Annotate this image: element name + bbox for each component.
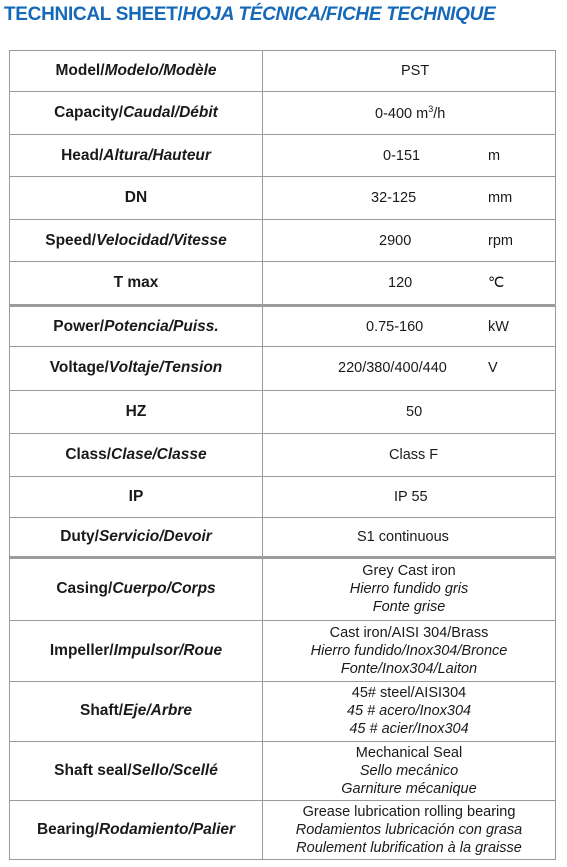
row-capacity xyxy=(10,92,556,134)
label-shaft: Shaft/Eje/Arbre xyxy=(10,681,263,741)
value-class: Class F xyxy=(263,434,556,476)
row-bearing xyxy=(10,801,556,860)
row-power xyxy=(10,305,556,346)
label-model: Model/Modelo/Modèle xyxy=(10,51,263,92)
label-capacity: Capacity/Caudal/Débit xyxy=(10,92,263,134)
row-casing xyxy=(10,557,556,621)
value-tmax: 120 ℃ xyxy=(263,262,556,305)
row-dn xyxy=(10,177,556,219)
row-speed xyxy=(10,219,556,261)
label-hz: HZ xyxy=(10,390,263,433)
title-translations: HOJA TÉCNICA/FICHE TECHNIQUE xyxy=(182,4,496,25)
value-capacity: 0-400 $m^3/h$ xyxy=(263,92,556,134)
value-dn: 32-125 mm xyxy=(263,177,556,219)
value-voltage: 220/380/400/440 V xyxy=(263,347,556,390)
value-power: 0.75-160 kW xyxy=(263,305,556,346)
label-bearing: Bearing/Rodamiento/Palier xyxy=(10,801,263,860)
value-shaft: 45# steel/AISI304 45 # acero/Inox304 45 # acier/Inox304 xyxy=(263,681,556,741)
label-ip: IP xyxy=(10,476,263,517)
label-duty: Duty/Servicio/Devoir xyxy=(10,518,263,557)
row-hz xyxy=(10,390,556,433)
label-class: Class/Clase/Classe xyxy=(10,434,263,476)
label-tmax: T max xyxy=(10,262,263,305)
label-casing: Casing/Cuerpo/Corps xyxy=(10,557,263,621)
label-voltage: Voltage/Voltaje/Tension xyxy=(10,347,263,390)
value-duty: S1 continuous xyxy=(263,518,556,557)
value-bearing: Grease lubrication rolling bearing Rodamientos lubricación con grasa Roulement lubrification à la graisse xyxy=(263,801,556,860)
label-shaft-seal: Shaft seal/Sello/Scellé xyxy=(10,741,263,801)
sheet-title xyxy=(4,4,495,26)
value-shaft-seal: Mechanical Seal Sello mecánico Garniture mécanique xyxy=(263,741,556,801)
label-dn: DN xyxy=(10,177,263,219)
label-speed: Speed/Velocidad/Vitesse xyxy=(10,219,263,261)
title-english: TECHNICAL SHEET/ xyxy=(4,4,183,25)
value-model: PST xyxy=(263,51,556,92)
row-shaft-seal xyxy=(10,741,556,801)
row-tmax xyxy=(10,262,556,305)
value-casing: Grey Cast iron Hierro fundido gris Fonte grise xyxy=(263,557,556,621)
row-class xyxy=(10,434,556,476)
label-impeller: Impeller/Impulsor/Roue xyxy=(10,621,263,682)
row-duty xyxy=(10,518,556,557)
row-model xyxy=(10,51,556,92)
row-voltage xyxy=(10,347,556,390)
spec-table xyxy=(9,50,556,860)
value-speed: 2900 rpm xyxy=(263,219,556,261)
row-head xyxy=(10,134,556,176)
label-head: Head/Altura/Hauteur xyxy=(10,134,263,176)
row-ip xyxy=(10,476,556,517)
value-hz: 50 xyxy=(263,390,556,433)
label-power: Power/Potencia/Puiss. xyxy=(10,305,263,346)
value-ip: IP 55 xyxy=(263,476,556,517)
row-shaft xyxy=(10,681,556,741)
value-head: 0-151 m xyxy=(263,134,556,176)
value-impeller: Cast iron/AISI 304/Brass Hierro fundido/Inox304/Bronce Fonte/Inox304/Laiton xyxy=(263,621,556,682)
row-impeller xyxy=(10,621,556,682)
